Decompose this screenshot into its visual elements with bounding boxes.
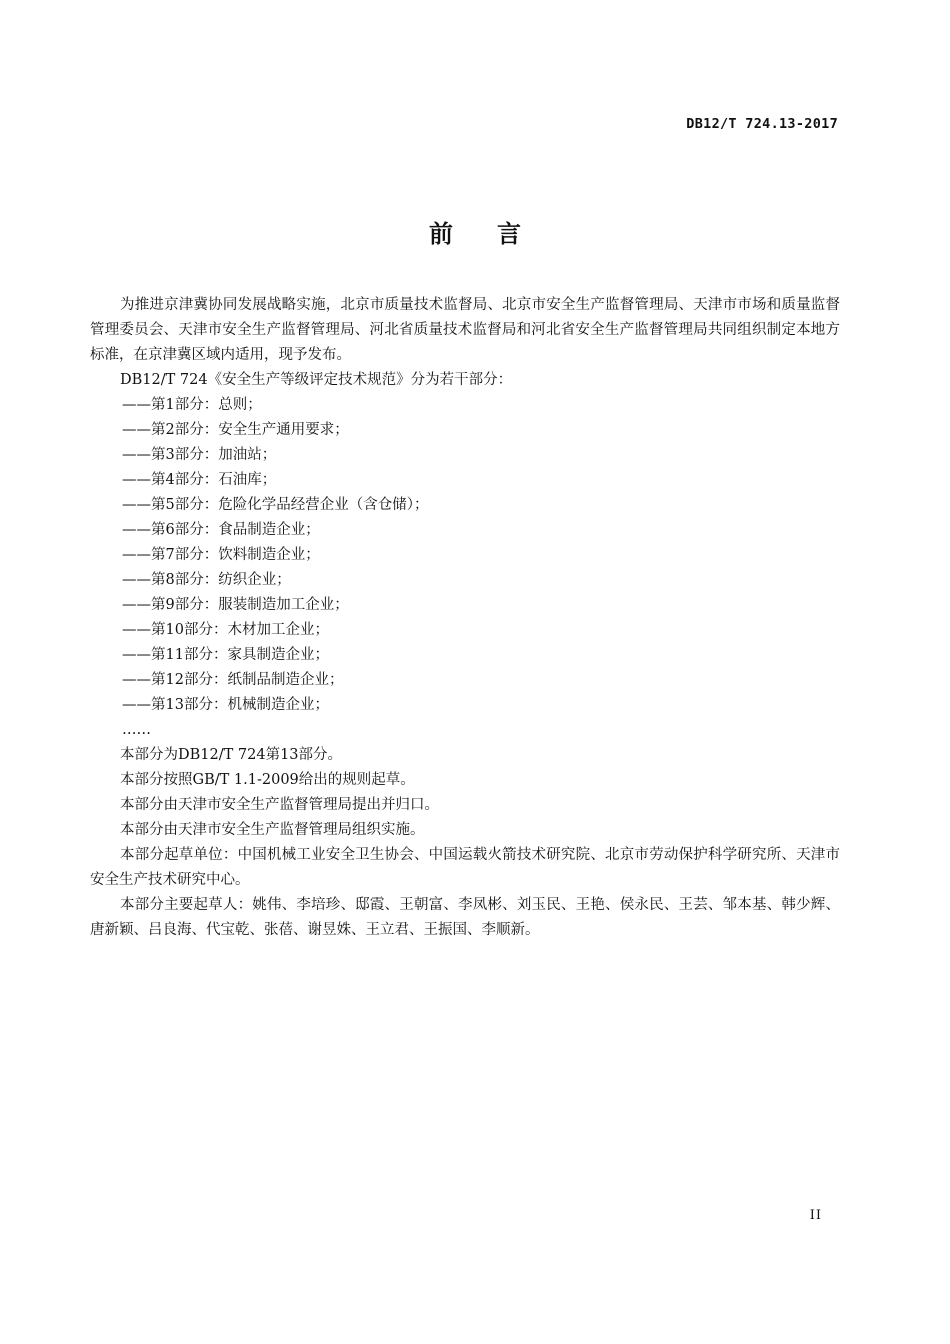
foreword-body	[90, 293, 840, 943]
part-item: ——第11部分：家具制造企业；	[122, 647, 329, 663]
part-item: ——第13部分：机械制造企业；	[122, 697, 329, 713]
page-title: 前言	[429, 220, 565, 248]
statement-part-number: 本部分为DB12/T 724第13部分。	[120, 747, 343, 763]
statement-implementer: 本部分由天津市安全生产监督管理局组织实施。	[120, 822, 425, 838]
part-item: ——第1部分：总则；	[122, 397, 262, 413]
part-item: ——第10部分：木材加工企业；	[122, 622, 329, 638]
part-item: ——第6部分：食品制造企业；	[122, 522, 320, 538]
part-item: ——第8部分：纺织企业；	[122, 572, 291, 588]
part-item: ——第2部分：安全生产通用要求；	[122, 422, 349, 438]
intro-paragraph: 为推进京津冀协同发展战略实施，北京市质量技术监督局、北京市安全生产监督管理局、天津市市场和质量监督管理委员会、天津市安全生产监督管理局、河北省质量技术监督局和河北省安全生产监督管理局共同组织制定本地方标准，在京津冀区域内适用，现予发布。	[90, 297, 840, 363]
statement-proposer: 本部分由天津市安全生产监督管理局提出并归口。	[120, 797, 439, 813]
page-number: II	[809, 1208, 822, 1223]
standard-code: DB12/T 724.13-2017	[686, 116, 838, 132]
part-item: ——第3部分：加油站；	[122, 447, 277, 463]
part-item: ——第7部分：饮料制造企业；	[122, 547, 320, 563]
part-item: ——第5部分：危险化学品经营企业（含仓储）；	[122, 497, 429, 513]
statement-drafting-rules: 本部分按照GB/T 1.1-2009给出的规则起草。	[120, 772, 415, 788]
part-item: ——第12部分：纸制品制造企业；	[122, 672, 344, 688]
ellipsis: ……	[122, 722, 151, 738]
statement-drafters: 本部分主要起草人：姚伟、李培珍、邸霞、王朝富、李凤彬、刘玉民、王艳、侯永民、王芸、邹本基、韩少辉、唐新颖、吕良海、代宝乾、张蓓、谢昱姝、王立君、王振国、李顺新。	[90, 897, 840, 938]
part-item: ——第4部分：石油库；	[122, 472, 277, 488]
statement-drafting-units: 本部分起草单位：中国机械工业安全卫生协会、中国运载火箭技术研究院、北京市劳动保护科学研究所、天津市安全生产技术研究中心。	[90, 847, 840, 888]
parts-intro: DB12/T 724《安全生产等级评定技术规范》分为若干部分：	[120, 372, 513, 388]
part-item: ——第9部分：服装制造加工企业；	[122, 597, 349, 613]
